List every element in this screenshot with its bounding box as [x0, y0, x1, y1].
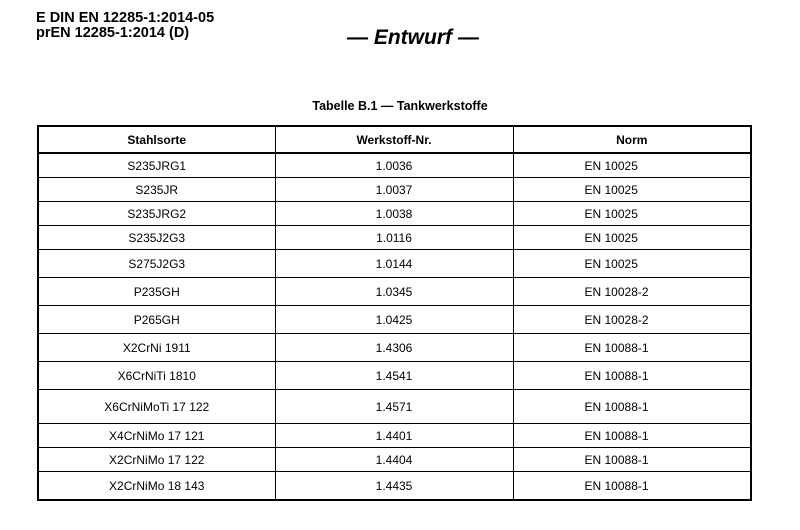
steel-grade-cell: P235GH — [38, 278, 275, 306]
table-header-row — [38, 126, 751, 153]
standard-cell: EN 10088-1 — [513, 424, 751, 448]
standard-cell: EN 10025 — [513, 178, 751, 202]
steel-grade-cell: S235J2G3 — [38, 226, 275, 250]
material-number-cell: 1.4306 — [275, 334, 513, 362]
table-row — [38, 178, 751, 202]
material-number-cell: 1.4404 — [275, 448, 513, 472]
steel-grade-cell: X2CrNiMo 18 143 — [38, 472, 275, 501]
material-number-cell: 1.0144 — [275, 250, 513, 278]
standard-cell: EN 10025 — [513, 153, 751, 178]
steel-grade-cell: X2CrNiMo 17 122 — [38, 448, 275, 472]
steel-grade-cell: X6CrNiTi 1810 — [38, 362, 275, 390]
document-identifier — [36, 11, 214, 41]
material-number-cell: 1.0116 — [275, 226, 513, 250]
standard-cell: EN 10028-2 — [513, 278, 751, 306]
materials-table-container — [37, 125, 750, 501]
material-number-cell: 1.0345 — [275, 278, 513, 306]
standard-cell: EN 10088-1 — [513, 472, 751, 501]
standard-cell: EN 10088-1 — [513, 448, 751, 472]
steel-grade-cell: P265GH — [38, 306, 275, 334]
standard-cell: EN 10025 — [513, 202, 751, 226]
doc-id-line-2: prEN 12285-1:2014 (D) — [36, 25, 190, 41]
table-row — [38, 202, 751, 226]
material-number-cell: 1.4571 — [275, 390, 513, 424]
draft-title: — Entwurf — — [347, 26, 479, 49]
materials-table — [37, 125, 752, 501]
material-number-cell: 1.0036 — [275, 153, 513, 178]
column-header-steel-grade: Stahlsorte — [38, 126, 275, 153]
table-row — [38, 306, 751, 334]
table-row — [38, 448, 751, 472]
table-row — [38, 226, 751, 250]
table-row — [38, 334, 751, 362]
standard-cell: EN 10025 — [513, 226, 751, 250]
standard-cell: EN 10088-1 — [513, 362, 751, 390]
table-row — [38, 362, 751, 390]
material-number-cell: 1.4401 — [275, 424, 513, 448]
table-row — [38, 472, 751, 501]
steel-grade-cell: S235JRG2 — [38, 202, 275, 226]
steel-grade-cell: S235JR — [38, 178, 275, 202]
steel-grade-cell: S275J2G3 — [38, 250, 275, 278]
column-header-material-number: Werkstoff-Nr. — [275, 126, 513, 153]
material-number-cell: 1.0425 — [275, 306, 513, 334]
material-number-cell: 1.0038 — [275, 202, 513, 226]
material-number-cell: 1.0037 — [275, 178, 513, 202]
steel-grade-cell: S235JRG1 — [38, 153, 275, 178]
standard-cell: EN 10088-1 — [513, 390, 751, 424]
standard-cell: EN 10028-2 — [513, 306, 751, 334]
column-header-standard: Norm — [513, 126, 751, 153]
material-number-cell: 1.4435 — [275, 472, 513, 501]
table-caption: Tabelle B.1 — Tankwerkstoffe — [312, 99, 488, 113]
standard-cell: EN 10025 — [513, 250, 751, 278]
material-number-cell: 1.4541 — [275, 362, 513, 390]
steel-grade-cell: X4CrNiMo 17 121 — [38, 424, 275, 448]
table-row — [38, 278, 751, 306]
table-row — [38, 424, 751, 448]
table-row — [38, 153, 751, 178]
table-row — [38, 250, 751, 278]
steel-grade-cell: X6CrNiMoTi 17 122 — [38, 390, 275, 424]
doc-id-line-1: E DIN EN 12285-1:2014-05 — [36, 10, 215, 26]
standard-cell: EN 10088-1 — [513, 334, 751, 362]
table-row — [38, 390, 751, 424]
steel-grade-cell: X2CrNi 1911 — [38, 334, 275, 362]
